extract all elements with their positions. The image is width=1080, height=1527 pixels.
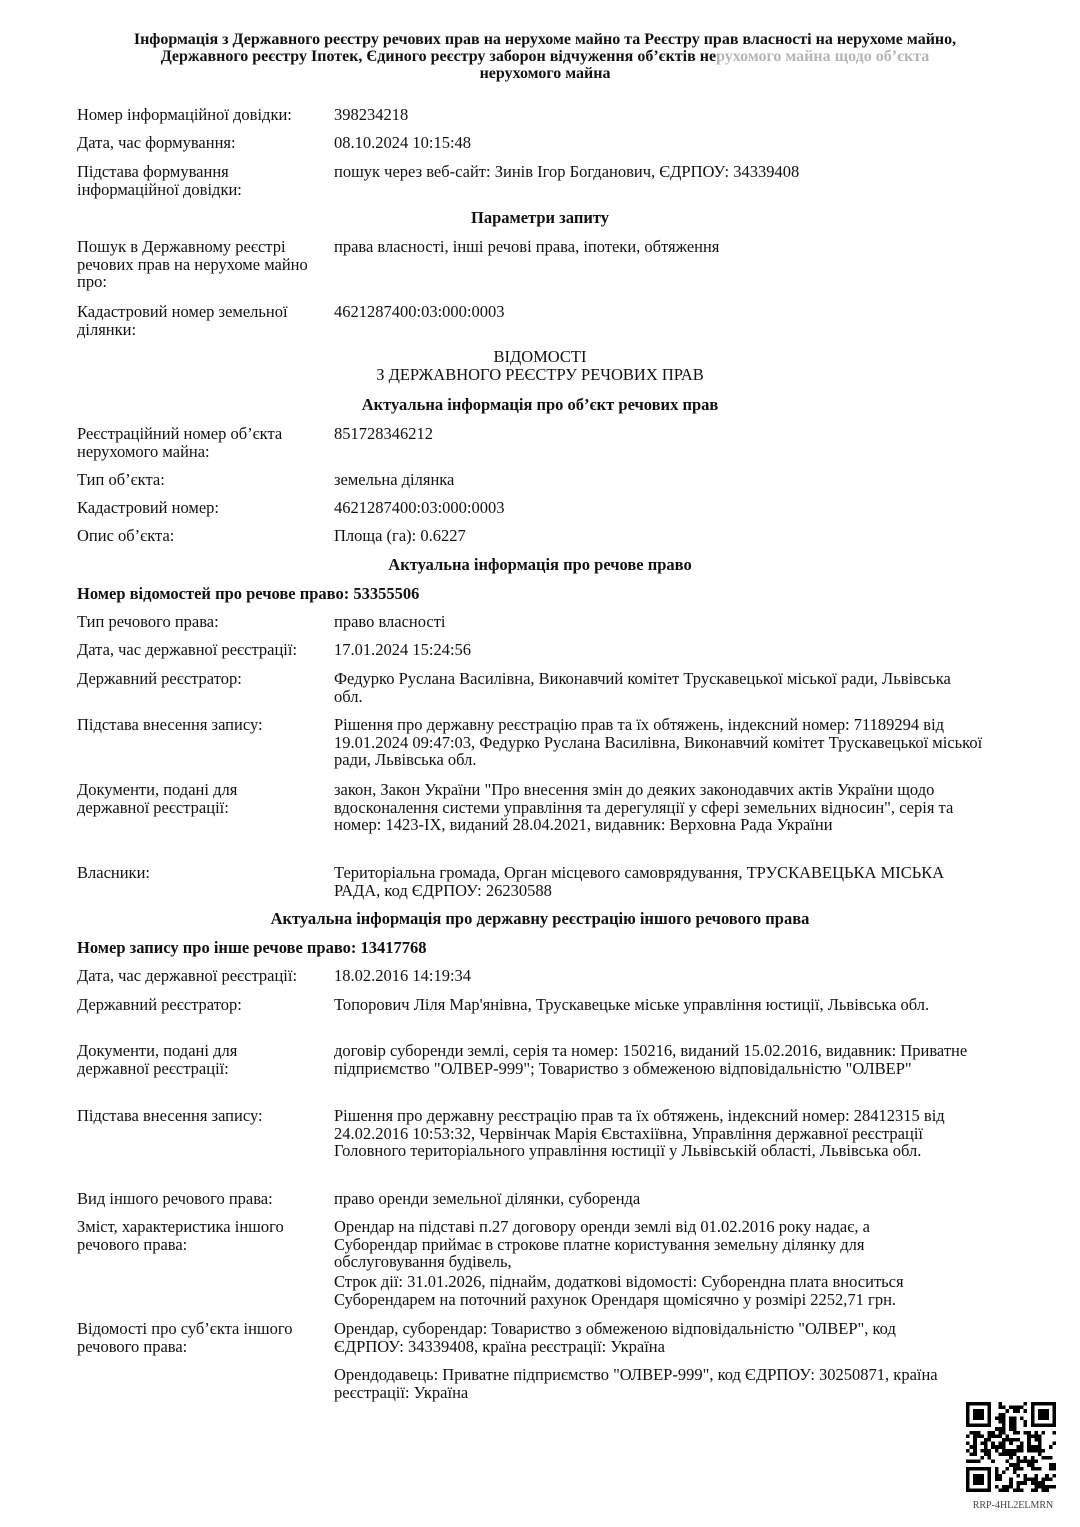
field-value: право власності [334,612,446,631]
field-label: Державний реєстратор: [77,995,242,1014]
field-value: закон, Закон України "Про внесення змін до деяких законодавчих актів України щодо вдосконалення системи управління та дерегуляції у сфері земельних відносин", серія та номер: 1423-IX, виданий 28.04.2021, видавник: Верховна Рада України [334,780,954,834]
field-value: 851728346212 [334,424,433,443]
title-line-1: Інформація з Державного реєстру речових прав на нерухоме майно та Реєстру прав власності на нерухоме майно, [133,31,957,48]
field-label: Відомості про суб’єкта іншого речового права: [77,1319,293,1356]
title-line-2 [70,48,1020,65]
title-line-2-dark: Державного реєстру Іпотек, Єдиного реєстру заборон відчуження об’єктів не [160,48,717,65]
field-value: пошук через веб-сайт: Зинів Ігор Богданович, ЄДРПОУ: 34339408 [334,162,800,181]
field-label: Тип речового права: [77,612,219,631]
field-label: Кадастровий номер: [77,498,220,517]
title-line-3: нерухомого майна [479,65,611,82]
field-label: Власники: [77,863,150,882]
field-label: Пошук в Державному реєстрі речових прав на нерухоме майно про: [77,237,308,291]
other-right-heading: Актуальна інформація про державну реєстрацію іншого речового права [270,909,810,928]
document-title [70,31,1020,82]
right-number: Номер відомостей про речове право: 53355506 [77,584,420,603]
field-value: 08.10.2024 10:15:48 [334,133,472,152]
field-value-continued: Строк дії: 31.01.2026, піднайм, додаткові відомості: Суборендна плата вноситься Суборендарем на поточний рахунок Орендаря щомісячно у розмірі 2252,71 грн. [334,1272,904,1309]
field-value: Федурко Руслана Василівна, Виконавчий комітет Трускавецької міської ради, Львівська обл. [334,669,951,706]
field-value: земельна ділянка [334,470,455,489]
field-label: Документи, подані для державної реєстрації: [77,780,238,817]
field-label: Дата, час формування: [77,133,236,152]
field-value: права власності, інші речові права, іпотеки, обтяження [334,237,720,256]
field-label: Дата, час державної реєстрації: [77,966,298,985]
field-label: Дата, час державної реєстрації: [77,640,298,659]
field-value: 398234218 [334,105,409,124]
registry-title-line-1: ВІДОМОСТІ [493,347,587,366]
field-label: Державний реєстратор: [77,669,242,688]
other-right-number: Номер запису про інше речове право: 13417768 [77,938,427,957]
field-value: Площа (га): 0.6227 [334,526,466,545]
field-label: Підстава внесення запису: [77,715,263,734]
field-label: Опис об’єкта: [77,526,175,545]
field-label: Реєстраційний номер об’єкта нерухомого майна: [77,424,283,461]
field-value: Топорович Ліля Мар'янівна, Трускавецьке міське управління юстиції, Львівська обл. [334,995,930,1014]
field-value: 18.02.2016 14:19:34 [334,966,472,985]
qr-code-label: RRP-4HL2ELMRN [972,1500,1054,1511]
field-label: Підстава внесення запису: [77,1106,263,1125]
field-value: право оренди земельної ділянки, суборенда [334,1189,641,1208]
registry-title [0,348,1080,383]
field-label: Тип об’єкта: [77,470,165,489]
field-value: 4621287400:03:000:0003 [334,302,505,321]
field-value: Рішення про державну реєстрацію прав та їх обтяжень, індексний номер: 28412315 від 24.02.2016 10:53:32, Червінчак Марія Євстахіївна, Управління державної реєстрації Головного територіального управління юстиції у Львівській області, Львівська обл. [334,1106,945,1160]
field-label: Документи, подані для державної реєстрації: [77,1041,238,1078]
field-value: 4621287400:03:000:0003 [334,498,505,517]
field-value: Територіальна громада, Орган місцевого самоврядування, ТРУСКАВЕЦЬКА МІСЬКА РАДА, код ЄДРПОУ: 26230588 [334,863,945,900]
right-heading: Актуальна інформація про речове право [388,555,692,574]
field-value: Орендар, суборендар: Товариство з обмеженою відповідальністю "ОЛВЕР", код ЄДРПОУ: 34339408, країна реєстрації: Україна [334,1319,896,1356]
field-value: Орендар на підставі п.27 договору оренди землі від 01.02.2016 року надає, а Суборендар приймає в строкове платне користування земельну ділянку для обслуговування будівель, [334,1217,870,1271]
field-label: Номер інформаційної довідки: [77,105,292,124]
field-label: Зміст, характеристика іншого речового права: [77,1217,284,1254]
title-line-2-grey: рухомого майна щодо об’єкта [716,48,930,65]
field-label: Кадастровий номер земельної ділянки: [77,302,288,339]
field-value: Рішення про державну реєстрацію прав та їх обтяжень, індексний номер: 71189294 від 19.01.2024 09:47:03, Федурко Руслана Василівна, Виконавчий комітет Трускавецької міської ради, Львівська обл. [334,715,983,769]
field-value: договір суборенди землі, серія та номер: 150216, виданий 15.02.2016, видавник: Приватне підприємство "ОЛВЕР-999"; Товариство з обмеженою відповідальністю "ОЛВЕР" [334,1041,968,1078]
qr-code-icon [966,1402,1056,1492]
registry-title-line-2: З ДЕРЖАВНОГО РЕЄСТРУ РЕЧОВИХ ПРАВ [376,364,704,384]
object-heading: Актуальна інформація про об’єкт речових прав [361,395,719,414]
field-value-continued: Орендодавець: Приватне підприємство "ОЛВЕР-999", код ЄДРПОУ: 30250871, країна реєстрації: Україна [334,1365,938,1402]
field-label: Підстава формування інформаційної довідки: [77,162,242,199]
field-label: Вид іншого речового права: [77,1189,273,1208]
field-value: 17.01.2024 15:24:56 [334,640,472,659]
query-heading: Параметри запиту [470,208,609,227]
